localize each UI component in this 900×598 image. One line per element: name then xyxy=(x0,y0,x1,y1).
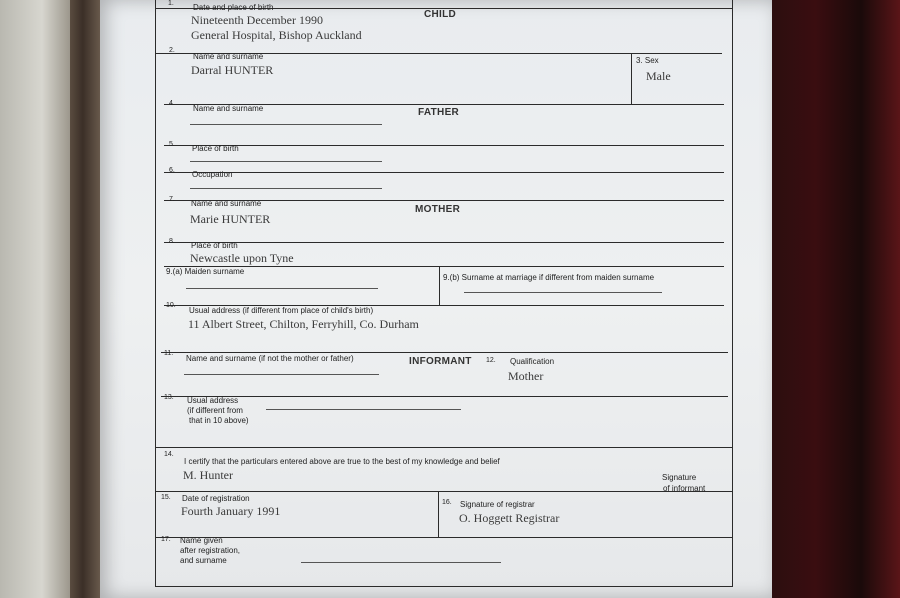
rule xyxy=(164,242,724,243)
label-mother-name: Name and surname xyxy=(191,199,262,208)
field-number: 12. xyxy=(486,357,496,364)
field-number: 17. xyxy=(161,536,171,543)
rule xyxy=(164,145,724,146)
divider xyxy=(438,491,439,537)
rule xyxy=(156,447,732,448)
label-sex: 3. Sex xyxy=(636,56,659,65)
field-number: 1. xyxy=(168,0,174,7)
value-mother-name: Marie HUNTER xyxy=(190,212,271,226)
desk-background-left xyxy=(0,0,70,598)
rule xyxy=(156,491,732,492)
blank-line xyxy=(301,562,501,563)
label-usual-address: Usual address (if different from place of child's birth) xyxy=(189,306,374,315)
field-number: 5. xyxy=(169,141,175,148)
label-date-of-registration: Date of registration xyxy=(182,494,250,503)
field-number: 10. xyxy=(166,302,176,309)
field-number: 2. xyxy=(169,47,175,54)
field-number: 6. xyxy=(169,167,175,174)
blank-line xyxy=(190,161,382,162)
value-qualification: Mother xyxy=(508,369,544,383)
red-cover-background xyxy=(770,0,900,598)
rule xyxy=(161,396,728,397)
label-informant-name: Name and surname (if not the mother or father) xyxy=(186,354,354,363)
value-date-of-birth: Nineteenth December 1990 xyxy=(191,13,323,27)
rule xyxy=(164,266,724,267)
label-certification: I certify that the particulars entered above are true to the best of my knowledge and belief xyxy=(184,457,500,466)
field-number: 14. xyxy=(164,451,174,458)
field-number: 11. xyxy=(164,350,174,357)
rule xyxy=(161,352,728,353)
value-sex: Male xyxy=(646,69,671,83)
field-number: 7. xyxy=(169,196,175,203)
blank-line xyxy=(266,409,461,410)
label-mother-place-of-birth: Place of birth xyxy=(191,241,238,250)
field-number: 16. xyxy=(442,499,452,506)
label-father-name: Name and surname xyxy=(193,104,264,113)
birth-certificate-form xyxy=(155,0,733,587)
blank-line xyxy=(184,374,379,375)
label-signature: Signature xyxy=(662,473,697,482)
label-and-surname: and surname xyxy=(180,556,227,565)
field-number: 4. xyxy=(169,100,175,107)
label-registrar-signature: Signature of registrar xyxy=(460,500,535,509)
value-date-of-registration: Fourth January 1991 xyxy=(181,504,281,518)
value-informant-signature: M. Hunter xyxy=(183,468,233,482)
rule xyxy=(164,172,724,173)
blank-line xyxy=(464,292,662,293)
label-qualification: Qualification xyxy=(510,357,555,366)
label-surname-at-marriage: 9.(b) Surname at marriage if different from maiden surname xyxy=(443,273,655,282)
divider xyxy=(439,266,440,305)
value-child-name: Darral HUNTER xyxy=(191,63,274,77)
label-informant-address: that in 10 above) xyxy=(189,416,249,425)
label-after-registration: after registration, xyxy=(180,546,241,555)
book-binding xyxy=(70,0,102,598)
section-heading-mother: MOTHER xyxy=(415,204,461,215)
rule xyxy=(156,537,732,538)
section-heading-child: CHILD xyxy=(424,9,457,20)
value-usual-address: 11 Albert Street, Chilton, Ferryhill, Co. Durham xyxy=(188,317,419,331)
label-of-informant: of informant xyxy=(663,484,706,493)
field-number: 8. xyxy=(169,238,175,245)
section-heading-father: FATHER xyxy=(418,107,460,118)
label-name-given: Name given xyxy=(180,536,223,545)
label-informant-address: (if different from xyxy=(187,406,243,415)
label-father-occupation: Occupation xyxy=(192,170,233,179)
blank-line xyxy=(190,188,382,189)
label-date-place-of-birth: Date and place of birth xyxy=(193,3,274,12)
label-informant-address: Usual address xyxy=(187,396,239,405)
value-registrar-signature: O. Hoggett Registrar xyxy=(459,511,560,525)
divider xyxy=(631,53,632,104)
section-heading-informant: INFORMANT xyxy=(409,356,472,367)
value-mother-place-of-birth: Newcastle upon Tyne xyxy=(190,251,294,265)
label-maiden-surname: 9.(a) Maiden surname xyxy=(166,267,245,276)
blank-line xyxy=(190,124,382,125)
field-number: 15. xyxy=(161,494,171,501)
field-number: 13. xyxy=(164,394,174,401)
label-child-name: Name and surname xyxy=(193,52,264,61)
blank-line xyxy=(186,288,378,289)
label-father-place-of-birth: Place of birth xyxy=(192,144,239,153)
value-place-of-birth: General Hospital, Bishop Auckland xyxy=(191,28,362,42)
